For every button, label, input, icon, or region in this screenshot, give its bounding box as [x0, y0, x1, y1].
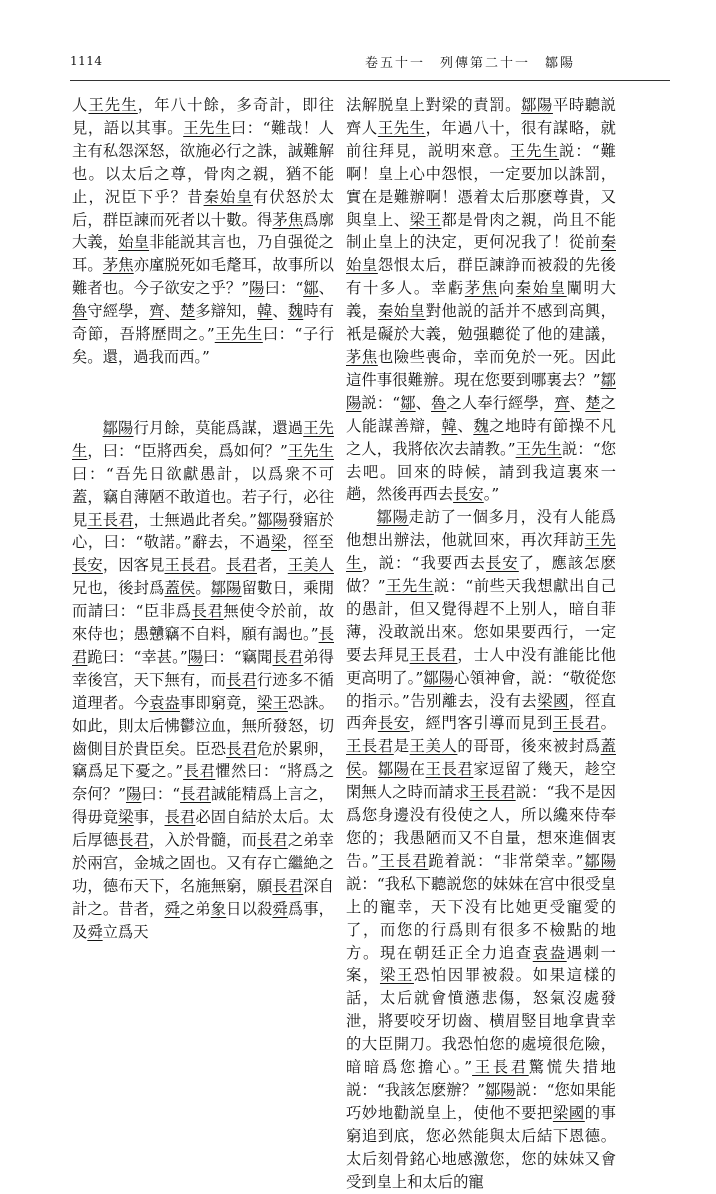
- text-run: 説：“: [361, 393, 401, 412]
- proper-name: 王長君: [425, 760, 474, 779]
- proper-name: 鄒陽: [210, 579, 242, 598]
- proper-name: 蓋侯: [346, 737, 616, 779]
- text-run: 遇刺一案，: [346, 943, 616, 985]
- text-run: 事，: [133, 808, 165, 827]
- text-run: 、: [457, 416, 474, 435]
- text-run: 懼然曰：“將爲之奈何？”: [72, 762, 334, 804]
- proper-name: 王先生: [377, 118, 426, 137]
- proper-name: 舜: [87, 922, 103, 941]
- text-run: 之地時有節操不凡之人，我將依次去請教。”: [346, 416, 616, 458]
- proper-name: 茅焦: [272, 210, 304, 229]
- proper-name: 蓋侯: [164, 579, 196, 598]
- text-run: 爲事，及: [72, 899, 334, 941]
- proper-name: 秦始皇: [377, 302, 426, 321]
- text-run: 對他説的話并不感到高興，衹是礙於大義，勉强聽從了他的建議，: [346, 302, 616, 344]
- text-run: 留數日，乘閒而請曰：“臣非爲: [72, 579, 334, 621]
- proper-name: 舜: [272, 899, 288, 918]
- text-run: 説：“我不是因爲您身邊没有役使之人，所以纔來侍奉您的；我愚陋而又不自量，想來進個衷告。”: [346, 783, 616, 870]
- text-run: 、: [318, 279, 334, 298]
- text-run: 立爲天: [102, 922, 149, 941]
- text-run: 法解脱皇上對梁的責罰。: [346, 96, 522, 114]
- text-run: 非能説其言也，乃自强從之耳。: [72, 233, 334, 275]
- text-run: 者，: [256, 556, 288, 575]
- text-run: 無使令於前，故來侍也；愚戇竊不自料，願有謁也。”: [72, 602, 334, 644]
- proper-name: 王長君: [87, 510, 134, 529]
- proper-name: 齊: [149, 302, 165, 321]
- proper-name: 始皇: [118, 233, 150, 252]
- proper-name: 陽: [249, 279, 265, 298]
- text-run: 多辯知，: [195, 302, 257, 321]
- text-run: 之人奉行經學，: [446, 393, 555, 412]
- proper-name: 王長君: [164, 556, 211, 575]
- text-run: 説：“前些天我想獻出自己的愚計，但又覺得趕不上别人，暗自菲薄，没敢説出來。您如果要西行，一定要去拜見: [346, 577, 616, 664]
- proper-name: 長安: [72, 556, 103, 575]
- text-run: 的哥哥，後來被封爲: [457, 737, 601, 756]
- text-run: 行迹多不循道理者。今: [72, 670, 334, 712]
- proper-name: 王長君: [346, 737, 394, 756]
- proper-name: 長君: [226, 670, 258, 689]
- proper-name: 王長君: [469, 783, 516, 802]
- proper-name: 梁王: [409, 210, 442, 229]
- proper-name: 王先生: [515, 439, 562, 458]
- text-run: 深自計之。昔者，: [72, 877, 334, 918]
- proper-name: 舜: [164, 899, 180, 918]
- classical-text-column: [72, 94, 334, 944]
- proper-name: 長安: [377, 714, 410, 733]
- text-run: 、: [415, 393, 432, 412]
- proper-name: 王長君: [378, 851, 429, 870]
- proper-name: 王先生: [88, 96, 138, 114]
- proper-name: 茅焦: [102, 256, 134, 275]
- text-run: 。”: [483, 485, 500, 504]
- text-run: 也險些喪命，幸而免於一死。因此這件事很難辦。現在您要到哪裏去？”: [346, 347, 616, 389]
- proper-name: 魯: [72, 302, 88, 321]
- text-run: 。: [195, 579, 211, 598]
- proper-name: 長君: [164, 808, 196, 827]
- text-run: ，徑直西奔: [346, 691, 616, 733]
- text-run: 事即窮竟，: [179, 693, 257, 712]
- proper-name: 長君: [257, 831, 288, 850]
- text-run: 説：“您如果能巧妙地勸説皇上，使他不要把: [346, 1080, 616, 1122]
- text-run: 是: [393, 737, 410, 756]
- header-rule: [70, 80, 670, 81]
- text-run: 發寤於心，曰：“敬諾。”辭去，不過: [72, 510, 334, 552]
- proper-name: 魏: [473, 416, 490, 435]
- proper-name: 陽: [187, 647, 204, 666]
- text-run: 心領神會，説：“敬從您的指示。”告别離去，没有去: [346, 668, 616, 710]
- text-run: 恐怕因罪被殺。如果這樣的話，太后就會憤懣悲傷，怒氣沒處發泄，將要咬牙切齒、横眉竪目地拿貴幸的大臣開刀。我恐怕您的處境很危險，暗暗爲您擔心。”: [346, 966, 616, 1077]
- text-run: 了，應該怎麽做？”: [346, 554, 616, 596]
- text-run: 曰：“子行矣。還，過我而西。”: [72, 325, 334, 366]
- proper-name: 長君: [272, 647, 304, 666]
- text-run: 時有奇節，吾將歷問之。”: [72, 302, 334, 344]
- proper-name: 茅焦: [464, 279, 499, 298]
- text-run: 之弟: [179, 899, 211, 918]
- proper-name: 鄒: [400, 393, 416, 412]
- proper-name: 楚: [585, 393, 601, 412]
- proper-name: 王長君: [472, 1058, 529, 1077]
- proper-name: 鄒陽: [377, 760, 410, 779]
- text-run: 。: [361, 760, 378, 779]
- proper-name: 梁國: [537, 691, 569, 710]
- text-run: 跪着説：“非常榮幸。”: [428, 851, 584, 870]
- proper-name: 王先生: [509, 141, 559, 160]
- text-run: 亦廑脱死如毛氂耳，故事所以難者也。今子欲安之乎？”: [72, 256, 334, 298]
- proper-name: 王先生: [385, 577, 434, 596]
- proper-name: 王先生: [287, 441, 334, 460]
- proper-name: 韓: [256, 302, 273, 321]
- proper-name: 長君: [118, 831, 150, 850]
- proper-name: 鄒陽: [484, 1080, 516, 1099]
- text-run: 跪曰：“幸甚。”: [87, 647, 188, 666]
- proper-name: 梁國: [552, 1103, 585, 1122]
- proper-name: 王美人: [287, 556, 334, 575]
- text-run: 之弟幸於兩宫，金城之固也。又有存亡繼絶之功，德布天下，名施無窮，願: [72, 831, 334, 895]
- text-run: 向: [498, 279, 516, 298]
- proper-name: 王美人: [409, 737, 458, 756]
- text-run: 曰：“: [141, 785, 181, 804]
- text-run: 。: [210, 556, 227, 575]
- proper-name: 陽: [125, 785, 142, 804]
- text-run: 。: [600, 714, 616, 733]
- proper-name: 長君: [191, 602, 224, 621]
- proper-name: 王先生: [183, 118, 231, 137]
- proper-name: 長君: [183, 762, 216, 781]
- text-run: 説：“我私下聽説您的妹妹在宫中很受皇上的寵幸，天下没有比她更受寵愛的了，而您的行爲則有很多不檢點的地方。現在朝廷正全力追查: [346, 874, 616, 962]
- proper-name: 王先生: [72, 418, 334, 460]
- text-run: 怨恨太后，群臣諫諍而被殺的先後有十多人。幸虧: [346, 256, 616, 298]
- proper-name: 長君: [226, 739, 258, 758]
- text-run: 闡明大義，: [346, 279, 616, 321]
- text-run: ，因客見: [102, 556, 165, 575]
- proper-name: 長安: [485, 554, 519, 573]
- text-run: 驚慌失措地説：“我該怎麽辦？”: [346, 1058, 616, 1099]
- proper-name: 梁: [271, 533, 287, 552]
- text-run: 爲廓大義，: [72, 210, 334, 252]
- proper-name: 鄒陽: [376, 508, 409, 527]
- text-run: 、: [164, 302, 180, 321]
- page-number: 1114: [70, 54, 103, 68]
- proper-name: 王先生: [346, 531, 616, 573]
- text-run: ，年過八十，很有謀略，就前往拜見，説明來意。: [346, 118, 616, 160]
- text-run: 誠能精爲上言之，得毋竟: [72, 785, 334, 827]
- proper-name: 長君: [72, 625, 334, 666]
- text-run: 曰：“竊聞: [203, 647, 273, 666]
- proper-name: 魏: [287, 302, 304, 321]
- proper-name: 魯: [431, 393, 447, 412]
- text-run: ，士無過此者矣。”: [133, 510, 257, 529]
- proper-name: 茅焦: [346, 347, 378, 366]
- text-run: 危於累卵，竊爲足下憂之。”: [72, 739, 334, 781]
- proper-name: 鄒陽: [423, 668, 455, 687]
- text-run: ，經門客引導而見到: [409, 714, 553, 733]
- text-run: 説：“您去吧。回來的時候，請到我這裏來一趟，然後再西去: [346, 439, 616, 504]
- proper-name: 長君: [272, 877, 304, 895]
- text-run: 説：“難啊！皇上心中怨恨，一定要加以誅罰，實在是難辦啊！憑着太后那麽尊貴，又與皇上、: [346, 141, 616, 229]
- proper-name: 長君: [180, 785, 211, 804]
- classical-paragraph: [72, 94, 334, 369]
- proper-name: 齊: [554, 393, 570, 412]
- proper-name: 袁盎: [149, 693, 180, 712]
- text-run: 的事窮追到底，您必然能與太后結下恩德。太后刻骨銘心地感激您，您的妹妹又會受到皇上和太后的寵: [346, 1103, 616, 1191]
- text-run: 弟得幸後宫，天下無有，而: [72, 647, 334, 689]
- proper-name: 鄒陽: [256, 510, 288, 529]
- text-run: ，曰：“臣將西矣，爲如何？”: [87, 441, 288, 460]
- proper-name: 梁王: [257, 693, 288, 712]
- page-header: [70, 52, 670, 78]
- text-run: 恐誅。如此，則太后怫鬱泣血，無所發怒，切齒側目於貴臣矣。臣恐: [72, 693, 334, 758]
- proper-name: 韓: [441, 416, 458, 435]
- text-run: 、: [569, 393, 586, 412]
- proper-name: 梁: [118, 808, 134, 827]
- proper-name: 鄒陽: [346, 370, 616, 412]
- text-run: 家逗留了幾天，趁空閑無人之時而請求: [346, 760, 616, 802]
- proper-name: 王先生: [214, 325, 263, 344]
- text-run: 守經學，: [87, 302, 150, 321]
- proper-name: 楚: [179, 302, 196, 321]
- proper-name: 鄒陽: [583, 851, 616, 870]
- text-run: 在: [409, 760, 426, 779]
- text-run: 走訪了一個多月，没有人能爲他想出辦法，他就回來，再次拜訪: [346, 508, 616, 550]
- text-run: 有伏怒於太后，群臣諫而死者以十數。得: [72, 187, 334, 229]
- proper-name: 長安: [453, 485, 484, 504]
- text-run: 都是骨肉之親，尚且不能制止皇上的決定，更何况我了！從前: [346, 210, 616, 252]
- proper-name: 鄒陽: [521, 96, 553, 114]
- proper-name: 長君: [226, 556, 257, 575]
- text-run: 之人能謀善辯，: [346, 393, 616, 435]
- text-run: ，年八十餘，多奇計，即往見，語以其事。: [72, 96, 334, 137]
- text-run: ，士人中没有誰能比他更高明了。”: [346, 645, 616, 687]
- text-run: 日以殺: [226, 899, 273, 918]
- proper-name: 王長君: [552, 714, 601, 733]
- text-run: 人: [72, 96, 89, 114]
- proper-name: 秦始皇: [203, 187, 253, 206]
- proper-name: 王長君: [409, 645, 458, 664]
- text-run: ，徑至: [287, 533, 334, 552]
- text-run: 曰：“: [264, 279, 304, 298]
- running-title: 卷五十一 列傳第二十一 鄒陽: [364, 56, 575, 71]
- translation-paragraph: [346, 94, 616, 506]
- text-run: ，入於骨髓，而: [149, 831, 257, 850]
- proper-name: 梁王: [379, 966, 414, 985]
- proper-name: 象: [210, 899, 227, 918]
- text-run: 曰：“吾先日欲獻愚計，以爲衆不可蓋，竊自薄陋不敢道也。若子行，必往見: [72, 464, 334, 529]
- text-run: 平時聽説齊人: [346, 96, 616, 137]
- proper-name: 鄒: [303, 279, 319, 298]
- translation-paragraph: [346, 506, 616, 1193]
- text-run: 行月餘，莫能爲謀，還過: [133, 418, 304, 437]
- translation-text-column: [346, 94, 616, 1194]
- proper-name: 鄒陽: [102, 418, 134, 437]
- text-run: 必固自結於太后。太后厚德: [72, 808, 334, 850]
- text-run: 、: [272, 302, 288, 321]
- proper-name: 袁盎: [532, 943, 567, 962]
- proper-name: 秦始皇: [346, 233, 616, 275]
- proper-name: 秦始皇: [515, 279, 567, 298]
- text-run: 兄也，後封爲: [72, 579, 165, 598]
- classical-paragraph: [72, 417, 334, 944]
- text-run: 曰：“難哉！人主有私怨深怒，欲施必行之誅，誠難解也。以太后之尊，骨肉之親，猶不能止，況臣下乎？昔: [72, 118, 334, 206]
- text-run: ，説：“我要西去: [362, 554, 486, 573]
